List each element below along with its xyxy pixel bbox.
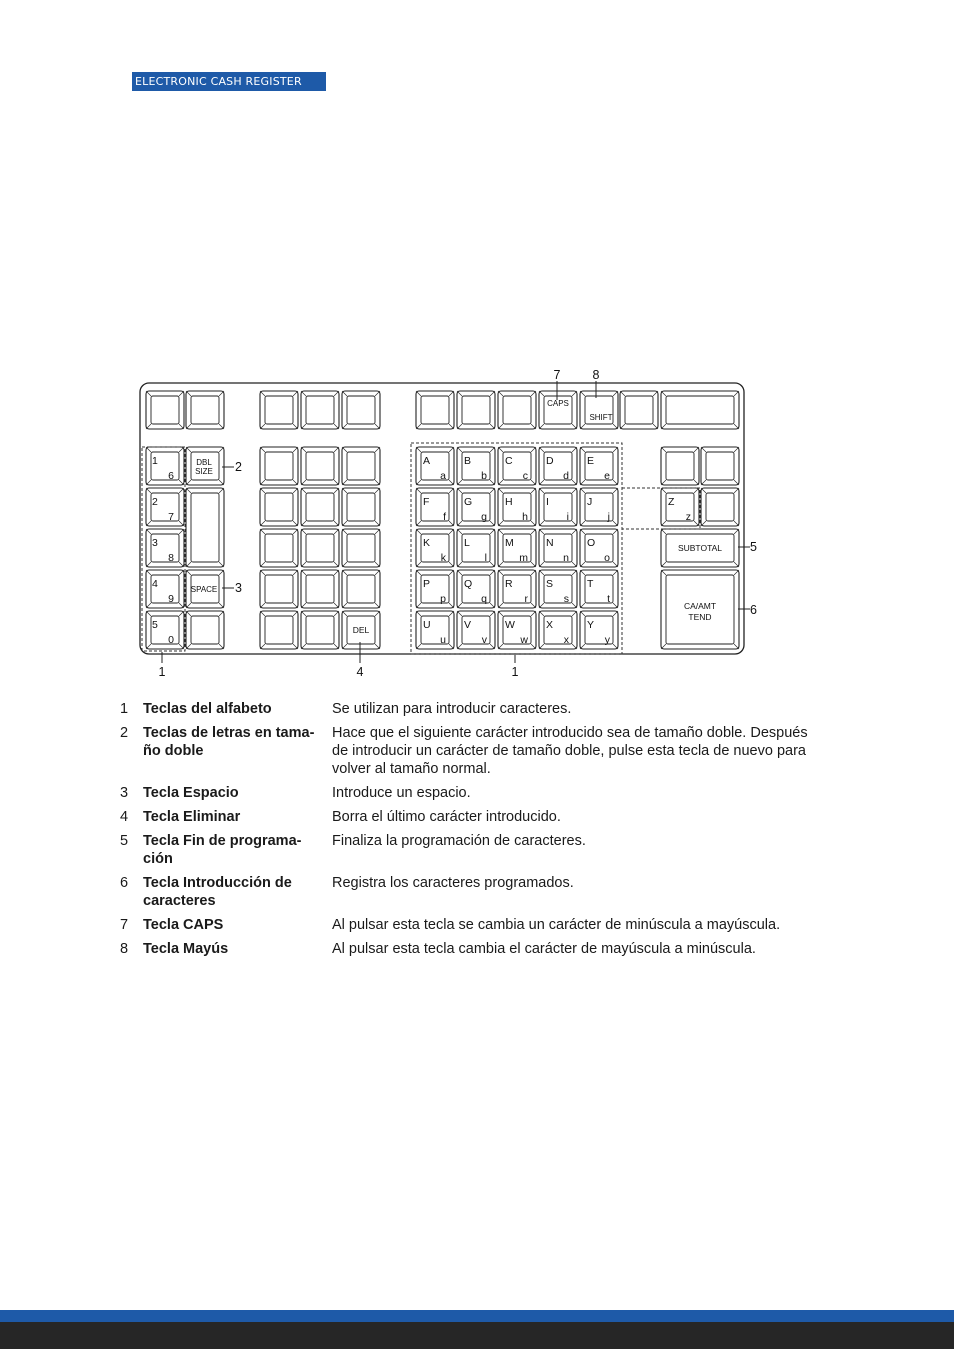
delete-key	[342, 611, 380, 649]
key-label-upper: L	[464, 537, 470, 549]
alpha-key	[580, 611, 618, 649]
alpha-key	[498, 488, 536, 526]
brand-header: ELECTRONIC CASH REGISTER	[132, 72, 326, 91]
key	[301, 570, 339, 608]
key	[661, 447, 699, 485]
key	[186, 611, 224, 649]
key-label-lower: v	[481, 634, 487, 646]
key-label-lower: u	[440, 634, 446, 646]
key	[301, 391, 339, 429]
alpha-key	[498, 611, 536, 649]
legend-description: Al pulsar esta tecla cambia el carácter de mayúscula a minúscula.	[332, 941, 756, 957]
key-label-lower: a	[440, 470, 446, 482]
alpha-key	[580, 447, 618, 485]
alpha-key	[416, 611, 454, 649]
key-label-upper: T	[587, 578, 594, 590]
alpha-key	[498, 570, 536, 608]
alpha-key	[457, 447, 495, 485]
key-label-upper: X	[546, 619, 554, 631]
key-label-upper: U	[423, 619, 431, 631]
callout-7: 7	[553, 368, 561, 382]
key-label-upper: S	[546, 578, 554, 590]
key-label-lower: d	[563, 470, 569, 482]
legend-term: Tecla CAPS	[143, 917, 224, 933]
alpha-key	[539, 447, 577, 485]
key-label-upper: W	[505, 619, 515, 631]
numeric-key	[146, 611, 184, 649]
key-label-upper: V	[464, 619, 472, 631]
callout-2: 2	[235, 460, 242, 474]
key	[260, 447, 298, 485]
alpha-key	[580, 529, 618, 567]
key-label-upper: O	[587, 537, 596, 549]
key-label-top: 4	[152, 578, 158, 590]
key-label-lower: k	[440, 552, 446, 564]
key-label-lower: n	[563, 552, 569, 564]
key-label-top: 3	[152, 537, 158, 549]
key	[342, 447, 380, 485]
alpha-key	[580, 488, 618, 526]
z-key	[661, 488, 699, 526]
legend-description: Finaliza la programación de caracteres.	[332, 833, 586, 849]
key-label-lower: s	[563, 593, 569, 605]
callout-1-right: 1	[511, 665, 519, 679]
legend-number: 4	[120, 809, 129, 825]
key	[260, 529, 298, 567]
key	[260, 570, 298, 608]
legend-row	[120, 832, 820, 868]
key-label-upper: A	[423, 455, 431, 467]
numeric-key	[146, 570, 184, 608]
key	[342, 570, 380, 608]
key-label-lower: i	[566, 511, 569, 523]
alpha-key	[498, 447, 536, 485]
legend-row	[120, 874, 820, 910]
key-label-top: 2	[152, 496, 158, 508]
key-label-upper: G	[464, 496, 473, 508]
subtotal-key	[661, 529, 739, 567]
legend-number: 8	[120, 941, 129, 957]
tender-key-label: CA/AMT	[683, 601, 717, 611]
key-label-upper: C	[505, 455, 513, 467]
key	[661, 391, 739, 429]
callout-5: 5	[750, 540, 757, 554]
key-label-upper: J	[587, 496, 593, 508]
key-label-lower: c	[522, 470, 528, 482]
double-size-key-label: SIZE	[195, 467, 213, 476]
legend-row	[120, 916, 820, 934]
alpha-key	[539, 488, 577, 526]
key-label-lower: m	[519, 552, 528, 564]
key-label-top: 1	[152, 455, 158, 467]
key-label-upper: M	[505, 537, 514, 549]
alpha-key	[498, 529, 536, 567]
legend-description: Registra los caracteres programados.	[332, 875, 574, 891]
numeric-key	[146, 447, 184, 485]
key	[146, 391, 184, 429]
key-label-lower: l	[484, 552, 487, 564]
double-size-key	[186, 447, 224, 485]
shift-key	[580, 391, 618, 429]
key-label-lower: w	[520, 634, 528, 646]
key	[301, 488, 339, 526]
key-label-lower: r	[524, 593, 528, 605]
cash-amount-tender-key	[661, 570, 739, 649]
legend-term: Tecla Mayús	[143, 941, 229, 957]
key	[260, 488, 298, 526]
key-label-upper: F	[423, 496, 430, 508]
key-label-lower: b	[481, 470, 487, 482]
key-label-lower: g	[481, 511, 487, 523]
legend-term: Tecla Eliminar	[143, 809, 241, 825]
alpha-key	[580, 570, 618, 608]
legend-number: 6	[120, 875, 129, 891]
key	[342, 529, 380, 567]
legend-term: Tecla Espacio	[143, 785, 239, 801]
key-label-lower: q	[481, 593, 487, 605]
legend-description: Al pulsar esta tecla se cambia un carácter de minúscula a mayúscula.	[332, 917, 781, 933]
space-key	[186, 570, 224, 608]
legend-row	[120, 724, 820, 778]
tender-key-label: TEND	[688, 612, 712, 622]
legend-number: 5	[120, 833, 129, 849]
legend-number: 1	[120, 701, 129, 717]
alpha-key	[416, 529, 454, 567]
key-label-lower: e	[604, 470, 610, 482]
numeric-key	[146, 488, 184, 526]
tall-key	[186, 488, 224, 567]
key-label-upper: E	[587, 455, 595, 467]
alpha-key	[457, 611, 495, 649]
alpha-key	[416, 447, 454, 485]
legend-row	[120, 784, 820, 802]
legend-row	[120, 700, 820, 718]
legend-description: Introduce un espacio.	[332, 785, 471, 801]
key-label-lower: j	[607, 511, 610, 523]
legend-number: 7	[120, 917, 129, 933]
key-label-lower: h	[522, 511, 528, 523]
key-label-lower: o	[604, 552, 610, 564]
legend-description: Borra el último carácter introducido.	[332, 809, 561, 825]
space-key-label: SPACE	[190, 585, 218, 594]
key-label-upper: D	[546, 455, 554, 467]
alpha-key	[457, 570, 495, 608]
caps-key	[539, 391, 577, 429]
subtotal-key-label: SUBTOTAL	[677, 543, 723, 553]
legend-description: Hace que el siguiente carácter introducido sea de tamaño doble. Después de introducir un carácter de tamaño doble, pulse esta tecla de nuevo para volver al tamaño normal.	[332, 725, 808, 777]
double-size-key-label: DBL	[196, 458, 212, 467]
footer-accent-bar	[0, 1310, 954, 1322]
key-label-bottom: 6	[168, 470, 174, 482]
key	[186, 391, 224, 429]
key	[260, 611, 298, 649]
alpha-key	[539, 529, 577, 567]
alpha-key	[457, 529, 495, 567]
key	[301, 529, 339, 567]
legend-row	[120, 808, 820, 826]
shift-key-label: SHIFT	[589, 413, 613, 422]
key-label-lower: x	[563, 634, 569, 646]
callout-6: 6	[750, 603, 757, 617]
alpha-key	[416, 570, 454, 608]
key	[416, 391, 454, 429]
key-label-upper: Z	[668, 496, 675, 508]
legend-description: Se utilizan para introducir caracteres.	[332, 701, 572, 717]
key-label-bottom: 9	[168, 593, 174, 605]
key	[301, 447, 339, 485]
key-label-upper: N	[546, 537, 554, 549]
key	[498, 391, 536, 429]
callout-1-left: 1	[158, 665, 166, 679]
legend-row	[120, 940, 820, 958]
legend-number: 3	[120, 785, 129, 801]
key-label-lower: y	[604, 634, 610, 646]
callout-3: 3	[235, 581, 242, 595]
footer-bar	[0, 1322, 954, 1349]
key-label-upper: B	[464, 455, 472, 467]
key-label-bottom: 7	[168, 511, 174, 523]
key-label-lower: t	[607, 593, 610, 605]
key-label-upper: Q	[464, 578, 473, 590]
alpha-key	[457, 488, 495, 526]
key	[701, 447, 739, 485]
key-label-upper: P	[423, 578, 431, 590]
key-label-upper: Y	[587, 619, 595, 631]
legend-term: Teclas del alfabeto	[143, 701, 272, 717]
key	[342, 391, 380, 429]
callout-8: 8	[592, 368, 600, 382]
key	[457, 391, 495, 429]
alpha-key	[539, 570, 577, 608]
key-label-top: 5	[152, 619, 158, 631]
key-label-upper: R	[505, 578, 513, 590]
key-label-bottom: 0	[168, 634, 174, 646]
key	[301, 611, 339, 649]
key-label-lower: f	[443, 511, 446, 523]
legend-term: Tecla Introducción de caracteres	[143, 875, 292, 909]
key	[260, 391, 298, 429]
key-label-lower: z	[685, 511, 691, 523]
key-label-lower: p	[440, 593, 446, 605]
key	[342, 488, 380, 526]
key-label-upper: K	[423, 537, 431, 549]
key-label-upper: I	[546, 496, 549, 508]
legend-term: Teclas de letras en tama-ño doble	[143, 725, 315, 759]
legend-number: 2	[120, 725, 129, 741]
delete-key-label: DEL	[352, 625, 370, 635]
caps-key-label: CAPS	[547, 399, 569, 408]
key-label-upper: H	[505, 496, 513, 508]
alpha-key	[539, 611, 577, 649]
key	[620, 391, 658, 429]
legend-term: Tecla Fin de programa-ción	[143, 833, 302, 867]
key-label-bottom: 8	[168, 552, 174, 564]
numeric-key	[146, 529, 184, 567]
alpha-key	[416, 488, 454, 526]
callout-4: 4	[356, 665, 364, 679]
key	[701, 488, 739, 526]
key-legend	[120, 700, 820, 964]
